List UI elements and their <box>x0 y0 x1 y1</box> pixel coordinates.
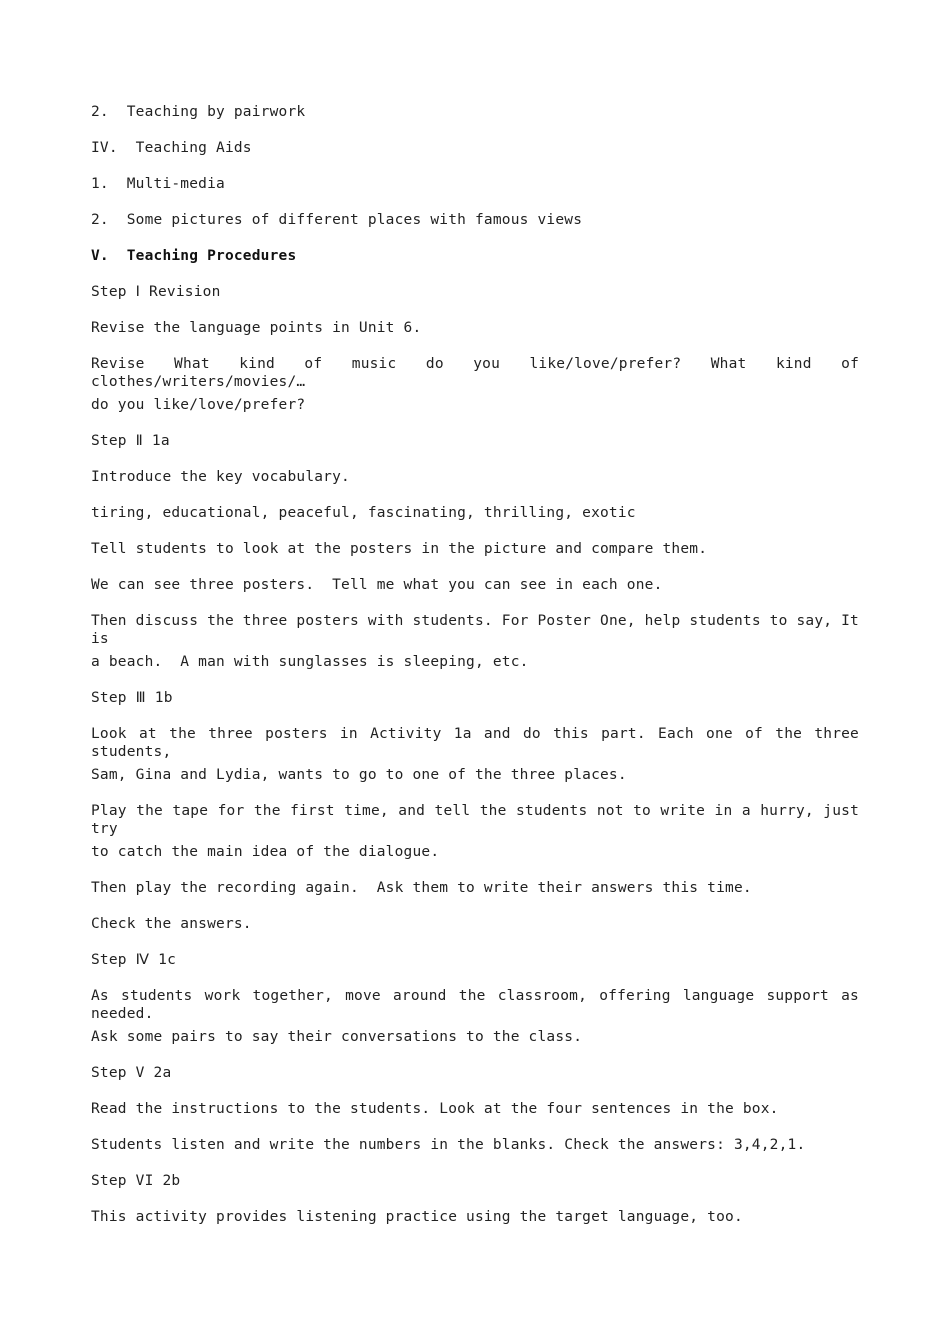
step-3-text-4: to catch the main idea of the dialogue. <box>91 844 440 860</box>
step-4-heading: Step Ⅳ 1c <box>91 952 177 968</box>
step-3-text-6: Check the answers. <box>91 916 252 932</box>
step-6-text-1: This activity provides listening practice using the target language, too. <box>91 1209 743 1225</box>
vocabulary-list: tiring, educational, peaceful, fascinating, thrilling, exotic <box>91 505 636 521</box>
step-1-heading: Step Ⅰ Revision <box>91 284 221 300</box>
step-3-text-1: Look at the three posters in Activity 1a and do this part. Each one of the three students, <box>91 726 859 760</box>
step-2-text-3: We can see three posters. Tell me what you can see in each one. <box>91 577 663 593</box>
step-6-heading: Step VI 2b <box>91 1173 181 1189</box>
step-3-text-5: Then play the recording again. Ask them to write their answers this time. <box>91 880 752 896</box>
step-1-text-3: do you like/love/prefer? <box>91 397 306 413</box>
step-3-heading: Step Ⅲ 1b <box>91 690 173 706</box>
aid-pictures: 2. Some pictures of different places with famous views <box>91 212 583 228</box>
step-5-heading: Step V 2a <box>91 1065 172 1081</box>
step-4-text-1: As students work together, move around the classroom, offering language support as needed. <box>91 988 859 1022</box>
step-2-heading: Step Ⅱ 1a <box>91 433 170 449</box>
method-pairwork: 2. Teaching by pairwork <box>91 104 306 120</box>
step-5-text-1: Read the instructions to the students. Look at the four sentences in the box. <box>91 1101 779 1117</box>
step-4-text-2: Ask some pairs to say their conversations to the class. <box>91 1029 583 1045</box>
step-1-text-2: Revise What kind of music do you like/love/prefer? What kind of clothes/writers/movies/… <box>91 356 859 390</box>
step-2-text-4: Then discuss the three posters with students. For Poster One, help students to say, It is <box>91 613 859 647</box>
step-2-text-1: Introduce the key vocabulary. <box>91 469 350 485</box>
step-5-text-2: Students listen and write the numbers in the blanks. Check the answers: 3,4,2,1. <box>91 1137 806 1153</box>
step-2-text-2: Tell students to look at the posters in the picture and compare them. <box>91 541 708 557</box>
step-3-text-3: Play the tape for the first time, and tell the students not to write in a hurry, just try <box>91 803 859 837</box>
aid-multimedia: 1. Multi-media <box>91 176 225 192</box>
step-3-text-2: Sam, Gina and Lydia, wants to go to one of the three places. <box>91 767 627 783</box>
section-teaching-procedures: V. Teaching Procedures <box>91 248 297 264</box>
section-teaching-aids: IV. Teaching Aids <box>91 140 252 156</box>
step-2-text-5: a beach. A man with sunglasses is sleeping, etc. <box>91 654 529 670</box>
step-1-text-1: Revise the language points in Unit 6. <box>91 320 422 336</box>
